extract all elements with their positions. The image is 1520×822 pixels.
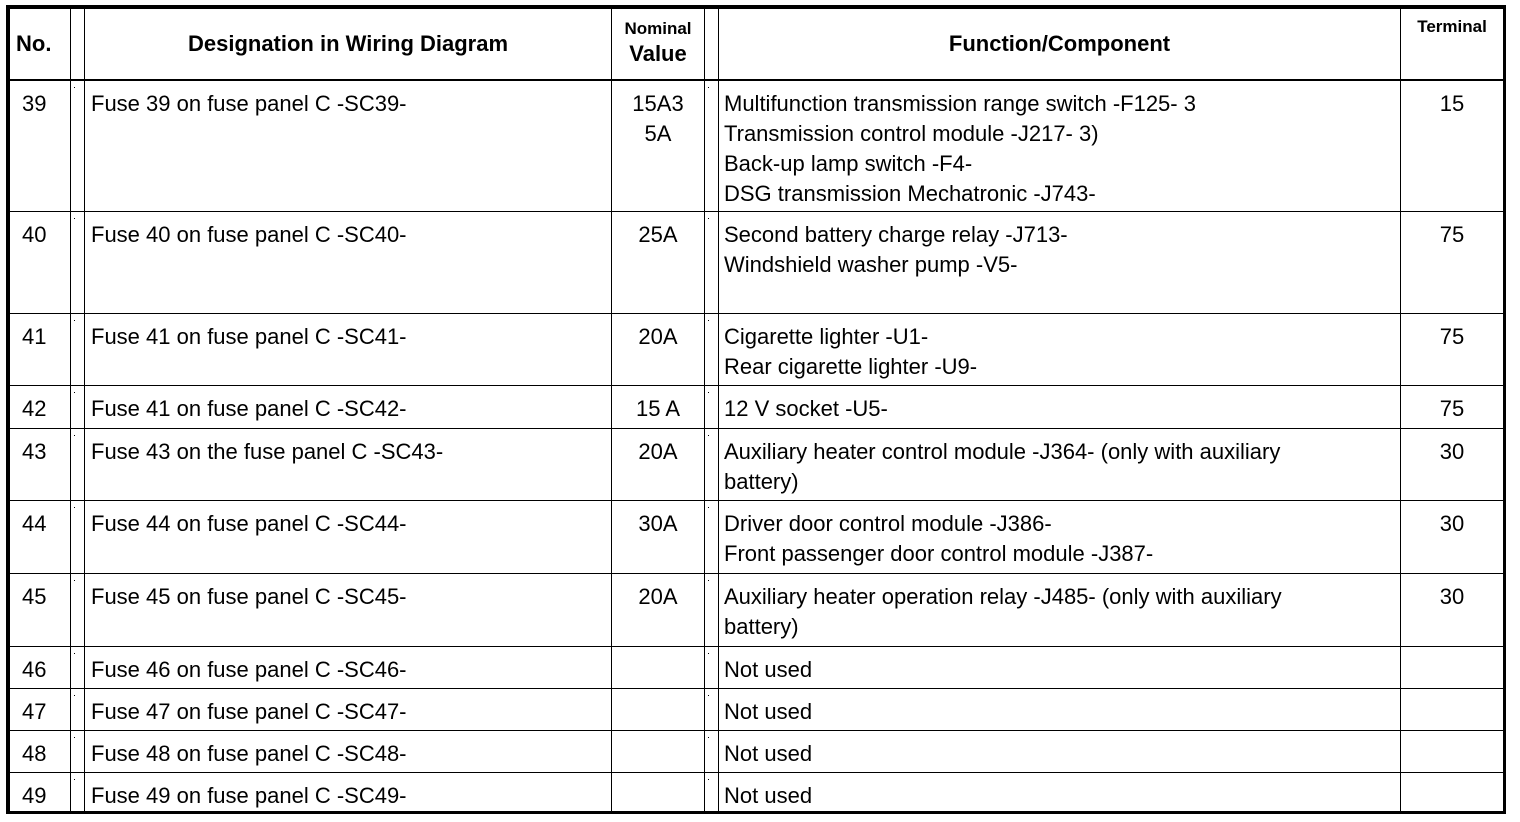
cell-function-component (719, 314, 1401, 386)
function-component-line: Driver door control module -J386- (724, 511, 1052, 536)
function-component-line: battery) (724, 614, 799, 639)
cell-function-component (719, 647, 1401, 689)
cell-spacer (71, 80, 85, 212)
function-component-line: Transmission control module -J217- 3) (724, 120, 1099, 146)
cell-fuse-number: 41 (10, 314, 71, 386)
function-component-line: battery) (724, 469, 799, 494)
nominal-value-line: 20A (638, 324, 678, 349)
cell-spacer (705, 647, 719, 689)
header-nominal-value (612, 9, 705, 80)
header-nominal-top: Nominal (624, 18, 692, 38)
function-component-line: 12 V socket -U5- (724, 396, 888, 421)
function-component-line: Back-up lamp switch -F4- (724, 150, 973, 176)
cell-function-component (719, 212, 1401, 314)
cell-terminal: 75 (1401, 314, 1504, 386)
cell-spacer (705, 212, 719, 314)
function-component-line: Not used (724, 783, 813, 808)
cell-designation: Fuse 40 on fuse panel C -SC40- (85, 212, 612, 314)
cell-nominal-value (612, 689, 705, 731)
cell-spacer (705, 501, 719, 574)
header-row (10, 9, 1504, 80)
cell-terminal: 30 (1401, 429, 1504, 501)
cell-fuse-number: 40 (10, 212, 71, 314)
cell-terminal: 75 (1401, 212, 1504, 314)
cell-designation: Fuse 44 on fuse panel C -SC44- (85, 501, 612, 574)
header-terminal: Terminal (1401, 9, 1504, 80)
cell-designation: Fuse 46 on fuse panel C -SC46- (85, 647, 612, 689)
cell-terminal (1401, 773, 1504, 815)
nominal-value-line: 30A (638, 511, 678, 536)
cell-spacer (71, 731, 85, 773)
cell-fuse-number: 49 (10, 773, 71, 815)
cell-function-component (719, 574, 1401, 647)
header-designation: Designation in Wiring Diagram (85, 9, 612, 80)
cell-terminal (1401, 689, 1504, 731)
table-row (10, 314, 1504, 386)
cell-spacer (705, 429, 719, 501)
header-function: Function/Component (719, 9, 1401, 80)
table-row (10, 501, 1504, 574)
cell-spacer (71, 773, 85, 815)
cell-designation: Fuse 39 on fuse panel C -SC39- (85, 80, 612, 212)
function-component-line: Windshield washer pump -V5- (724, 252, 1018, 277)
cell-spacer (71, 501, 85, 574)
cell-spacer (705, 386, 719, 429)
table-row (10, 647, 1504, 689)
fuse-table-frame (6, 5, 1506, 814)
cell-designation: Fuse 45 on fuse panel C -SC45- (85, 574, 612, 647)
cell-function-component (719, 429, 1401, 501)
header-spacer (705, 9, 719, 80)
cell-nominal-value (612, 386, 705, 429)
cell-fuse-number: 48 (10, 731, 71, 773)
cell-function-component (719, 386, 1401, 429)
header-spacer (71, 9, 85, 80)
fuse-table (9, 8, 1504, 814)
cell-function-component (719, 731, 1401, 773)
header-nominal-bottom: Value (629, 40, 687, 66)
cell-nominal-value (612, 314, 705, 386)
cell-designation: Fuse 43 on the fuse panel C -SC43- (85, 429, 612, 501)
table-row (10, 689, 1504, 731)
cell-function-component (719, 773, 1401, 815)
function-component-line: Multifunction transmission range switch -F125- 3 (724, 90, 1196, 116)
cell-designation: Fuse 47 on fuse panel C -SC47- (85, 689, 612, 731)
cell-designation: Fuse 49 on fuse panel C -SC49- (85, 773, 612, 815)
cell-function-component (719, 689, 1401, 731)
cell-spacer (71, 314, 85, 386)
table-row (10, 773, 1504, 815)
table-row (10, 574, 1504, 647)
cell-spacer (705, 731, 719, 773)
cell-fuse-number: 39 (10, 80, 71, 212)
cell-fuse-number: 46 (10, 647, 71, 689)
cell-fuse-number: 44 (10, 501, 71, 574)
function-component-line: Auxiliary heater control module -J364- (only with auxiliary (724, 439, 1281, 464)
cell-spacer (705, 314, 719, 386)
function-component-line: Not used (724, 657, 813, 682)
cell-spacer (71, 429, 85, 501)
function-component-line: Front passenger door control module -J387- (724, 541, 1154, 566)
cell-spacer (71, 647, 85, 689)
cell-terminal: 75 (1401, 386, 1504, 429)
cell-nominal-value (612, 80, 705, 212)
cell-spacer (71, 574, 85, 647)
function-component-line: Auxiliary heater operation relay -J485- (only with auxiliary (724, 584, 1282, 609)
table-body (10, 80, 1504, 815)
table-row (10, 386, 1504, 429)
header-no: No. (10, 9, 71, 80)
cell-terminal (1401, 647, 1504, 689)
nominal-value-line: 25A (638, 222, 678, 247)
function-component-line: Not used (724, 741, 813, 766)
function-component-line: Second battery charge relay -J713- (724, 222, 1068, 247)
table-row (10, 80, 1504, 212)
cell-designation: Fuse 41 on fuse panel C -SC41- (85, 314, 612, 386)
cell-spacer (705, 689, 719, 731)
cell-terminal: 30 (1401, 501, 1504, 574)
function-component-line: Cigarette lighter -U1- (724, 324, 929, 349)
cell-nominal-value (612, 429, 705, 501)
nominal-value-line: 15A3 (632, 90, 684, 116)
cell-designation: Fuse 48 on fuse panel C -SC48- (85, 731, 612, 773)
nominal-value-line: 15 A (635, 396, 681, 421)
cell-nominal-value (612, 647, 705, 689)
table-row (10, 429, 1504, 501)
cell-fuse-number: 47 (10, 689, 71, 731)
cell-spacer (71, 386, 85, 429)
nominal-value-line: 5A (644, 120, 672, 146)
cell-nominal-value (612, 574, 705, 647)
function-component-line: Rear cigarette lighter -U9- (724, 354, 978, 379)
cell-terminal (1401, 731, 1504, 773)
cell-nominal-value (612, 731, 705, 773)
cell-spacer (705, 80, 719, 212)
cell-fuse-number: 45 (10, 574, 71, 647)
cell-terminal: 15 (1401, 80, 1504, 212)
cell-spacer (705, 574, 719, 647)
cell-nominal-value (612, 212, 705, 314)
cell-nominal-value (612, 501, 705, 574)
cell-terminal: 30 (1401, 574, 1504, 647)
nominal-value-line: 20A (638, 584, 678, 609)
function-component-line: DSG transmission Mechatronic -J743- (724, 180, 1096, 206)
nominal-value-line: 20A (638, 439, 678, 464)
cell-designation: Fuse 41 on fuse panel C -SC42- (85, 386, 612, 429)
cell-nominal-value (612, 773, 705, 815)
function-component-line: Not used (724, 699, 813, 724)
cell-function-component (719, 80, 1401, 212)
table-row (10, 731, 1504, 773)
cell-fuse-number: 43 (10, 429, 71, 501)
cell-spacer (71, 212, 85, 314)
cell-function-component (719, 501, 1401, 574)
cell-fuse-number: 42 (10, 386, 71, 429)
cell-spacer (705, 773, 719, 815)
table-row (10, 212, 1504, 314)
cell-spacer (71, 689, 85, 731)
